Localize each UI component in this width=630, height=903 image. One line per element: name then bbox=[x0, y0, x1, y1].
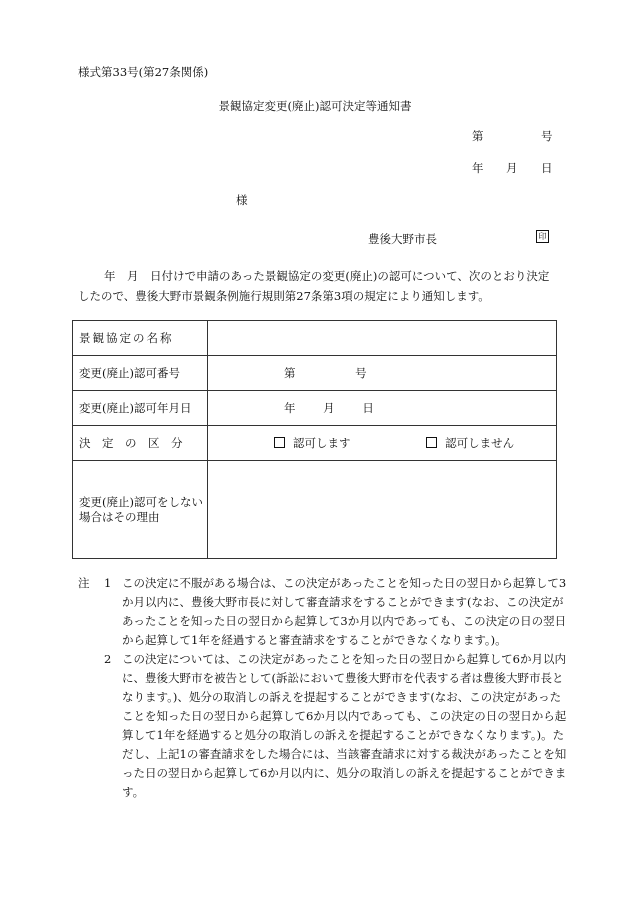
note-2 bbox=[78, 650, 568, 802]
notes-section bbox=[78, 574, 575, 802]
date-year: 年 bbox=[472, 161, 484, 175]
info-table bbox=[72, 320, 557, 559]
date-day: 日 bbox=[541, 161, 553, 175]
value-agreement-name bbox=[208, 321, 557, 356]
option-reject-label: 認可しません bbox=[445, 436, 515, 450]
form-number: 様式第33号(第27条関係) bbox=[78, 65, 209, 79]
value-permit-number bbox=[208, 356, 557, 391]
value-permit-date bbox=[208, 391, 557, 426]
label-agreement-name: 景観協定の名称 bbox=[73, 321, 208, 356]
value-decision-type bbox=[208, 426, 557, 461]
note-2-number: 2 bbox=[104, 652, 112, 666]
label-rejection-reason: 変更(廃止)認可をしない場合はその理由 bbox=[73, 461, 208, 559]
label-decision-type: 決 定 の 区 分 bbox=[73, 426, 208, 461]
permit-date-year: 年 bbox=[284, 401, 296, 415]
checkbox-approve[interactable] bbox=[274, 437, 285, 448]
document-title: 景観協定変更(廃止)認可決定等通知書 bbox=[218, 99, 412, 113]
label-permit-date: 変更(廃止)認可年月日 bbox=[73, 391, 208, 426]
value-rejection-reason bbox=[208, 461, 557, 559]
recipient-honorific: 様 bbox=[236, 193, 248, 207]
seal-mark: 印 bbox=[536, 230, 549, 243]
permit-number-prefix: 第 bbox=[284, 366, 296, 380]
note-1-number: 1 bbox=[104, 576, 112, 590]
note-2-text: この決定については、この決定があったことを知った日の翌日から起算して6か月以内に、豊後大野市を被告として(訴訟において豊後大野市を代表する者は豊後大野市長となります。)、処分の取消しの訴えを提起することができます(なお、この決定があったことを知った日の翌日から起算して6か月以内であっても、この決定の日の翌日から起算して1年を経過すると処分の取消しの訴えを提起することができなくなります。)。ただし、上記1の審査請求をした場合には、当該審査請求に対する裁決があったことを知った日の翌日から起算して6か月以内に、処分の取消しの訴えを提起することができます。 bbox=[122, 652, 567, 799]
label-permit-number: 変更(廃止)認可番号 bbox=[73, 356, 208, 391]
permit-date-month: 月 bbox=[323, 401, 335, 415]
body-text: 年 月 日付けで申請のあった景観協定の変更(廃止)の認可について、次のとおり決定したので、豊後大野市景観条例施行規則第27条第3項の規定により通知します。 bbox=[78, 269, 550, 303]
permit-date-day: 日 bbox=[362, 401, 374, 415]
note-mark: 注 bbox=[78, 576, 90, 590]
note-1 bbox=[78, 574, 575, 650]
option-approve-label: 認可します bbox=[293, 436, 351, 450]
permit-number-suffix: 号 bbox=[355, 366, 367, 380]
sender-name: 豊後大野市長 bbox=[368, 232, 437, 246]
checkbox-reject[interactable] bbox=[426, 437, 437, 448]
note-1-text: この決定に不服がある場合は、この決定があったことを知った日の翌日から起算して3か月以内に、豊後大野市長に対して審査請求をすることができます(なお、この決定が あったことを知った日の翌日から起算して3か月以内であっても、この決定の日の翌日から起算して1年を経過すると審査請求をすることができなくなります。)。 bbox=[122, 576, 575, 647]
option-reject[interactable] bbox=[426, 436, 514, 450]
date-month: 月 bbox=[506, 161, 518, 175]
doc-number-suffix: 号 bbox=[541, 129, 553, 143]
doc-number-prefix: 第 bbox=[472, 129, 484, 143]
option-approve[interactable] bbox=[274, 436, 351, 450]
